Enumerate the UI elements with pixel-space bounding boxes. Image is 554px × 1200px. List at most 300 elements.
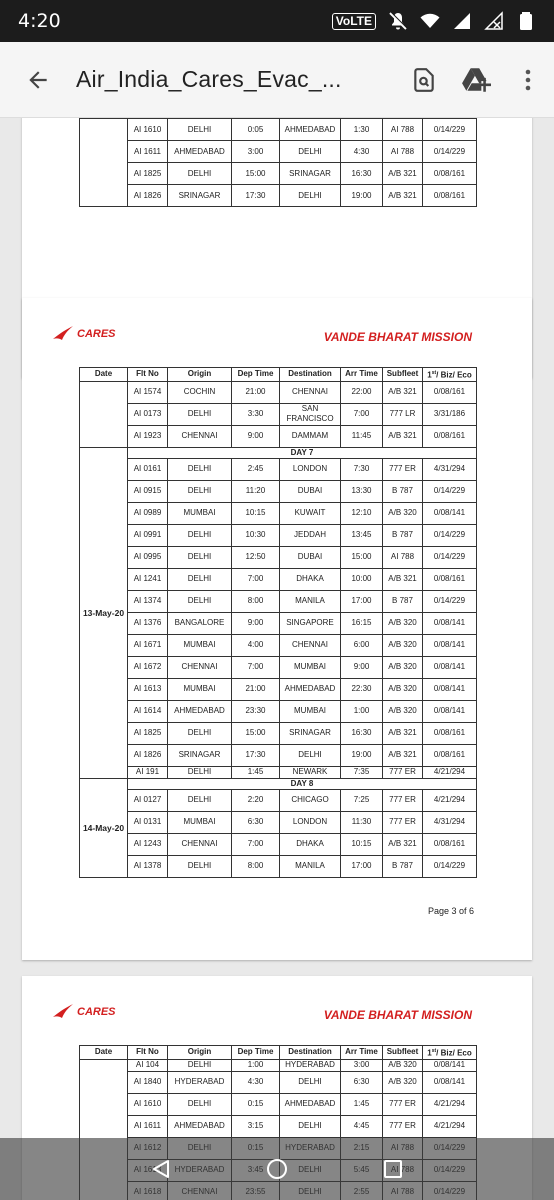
seat-config: 4/21/294 [423, 1115, 477, 1137]
origin: DELHI [168, 722, 232, 744]
nav-back-button[interactable] [146, 1154, 176, 1184]
column-header: Date [80, 368, 128, 382]
origin: BANGALORE [168, 612, 232, 634]
add-to-drive-icon [461, 66, 491, 94]
table-row [80, 1093, 477, 1115]
table-row [80, 185, 477, 207]
subfleet: A/B 320 [383, 1071, 423, 1093]
arrival-time: 7:35 [341, 766, 383, 778]
status-time: 4:20 [18, 10, 61, 32]
destination: MANILA [280, 590, 341, 612]
table-row [80, 789, 477, 811]
back-arrow-icon [25, 67, 51, 93]
table-row [80, 163, 477, 185]
arrival-time: 15:00 [341, 546, 383, 568]
arrival-time: 11:45 [341, 425, 383, 447]
seat-config: 0/14/229 [423, 480, 477, 502]
departure-time: 0:05 [232, 119, 280, 141]
day-header-row [80, 778, 477, 789]
destination: AHMEDABAD [280, 1093, 341, 1115]
arrival-time: 3:00 [341, 1059, 383, 1071]
destination: HYDERABAD [280, 1059, 341, 1071]
column-header: Flt No [128, 1046, 168, 1060]
seat-config: 0/14/229 [423, 141, 477, 163]
destination: AHMEDABAD [280, 119, 341, 141]
arrival-time: 10:00 [341, 568, 383, 590]
subfleet: A/B 321 [383, 163, 423, 185]
home-circle-icon [266, 1158, 288, 1180]
seat-config: 0/08/141 [423, 700, 477, 722]
subfleet: A/B 320 [383, 612, 423, 634]
air-india-flying-swan-icon [52, 325, 74, 343]
subfleet: 777 LR [383, 403, 423, 425]
destination: AHMEDABAD [280, 678, 341, 700]
cares-label: CARES [77, 1006, 116, 1018]
seat-config: 4/21/294 [423, 766, 477, 778]
seat-config: 0/08/141 [423, 1071, 477, 1093]
table-row [80, 524, 477, 546]
date-cell [80, 119, 128, 207]
origin: SRINAGAR [168, 185, 232, 207]
destination: CHICAGO [280, 789, 341, 811]
seat-config: 0/08/161 [423, 722, 477, 744]
destination: MUMBAI [280, 656, 341, 678]
departure-time: 9:00 [232, 612, 280, 634]
search-document-icon [411, 67, 437, 93]
origin: CHENNAI [168, 425, 232, 447]
page-number: Page 3 of 6 [427, 906, 474, 916]
wifi-icon [420, 11, 440, 31]
subfleet: A/B 320 [383, 700, 423, 722]
seat-config: 4/21/294 [423, 789, 477, 811]
flights-table-page-2 [79, 118, 477, 207]
subfleet: A/B 320 [383, 678, 423, 700]
table-row [80, 458, 477, 480]
arrival-time: 7:25 [341, 789, 383, 811]
subfleet: 777 ER [383, 1093, 423, 1115]
origin: DELHI [168, 568, 232, 590]
navigation-bar [0, 1138, 554, 1200]
departure-time: 15:00 [232, 722, 280, 744]
flight-number: AI 1826 [128, 744, 168, 766]
destination: NEWARK [280, 766, 341, 778]
status-icons [332, 11, 536, 31]
subfleet: 777 ER [383, 766, 423, 778]
nav-recents-button[interactable] [378, 1154, 408, 1184]
origin: DELHI [168, 524, 232, 546]
subfleet: B 787 [383, 524, 423, 546]
origin: HYDERABAD [168, 1071, 232, 1093]
flight-number: AI 1241 [128, 568, 168, 590]
seat-config: 4/31/294 [423, 458, 477, 480]
table-row [80, 1059, 477, 1071]
subfleet: 777 ER [383, 1115, 423, 1137]
table-row [80, 141, 477, 163]
air-india-flying-swan-icon [52, 1003, 74, 1021]
subfleet: A/B 320 [383, 1059, 423, 1071]
flight-number: AI 1671 [128, 634, 168, 656]
departure-time: 9:00 [232, 425, 280, 447]
origin: DELHI [168, 546, 232, 568]
arrival-time: 13:30 [341, 480, 383, 502]
flight-number: AI 1243 [128, 833, 168, 855]
seat-config: 4/31/294 [423, 811, 477, 833]
arrival-time: 16:30 [341, 722, 383, 744]
arrival-time: 6:00 [341, 634, 383, 656]
table-row [80, 568, 477, 590]
origin: DELHI [168, 766, 232, 778]
flight-number: AI 1611 [128, 1115, 168, 1137]
table-header-row [80, 1046, 477, 1060]
departure-time: 17:30 [232, 744, 280, 766]
departure-time: 3:30 [232, 403, 280, 425]
origin: AHMEDABAD [168, 1115, 232, 1137]
arrival-time: 19:00 [341, 185, 383, 207]
seat-config: 0/08/141 [423, 1059, 477, 1071]
subfleet: B 787 [383, 855, 423, 877]
subfleet: 777 ER [383, 458, 423, 480]
status-bar [0, 0, 554, 42]
table-row [80, 700, 477, 722]
table-row [80, 833, 477, 855]
destination: DELHI [280, 744, 341, 766]
flight-number: AI 1610 [128, 1093, 168, 1115]
table-row [80, 634, 477, 656]
recents-square-icon [383, 1159, 403, 1179]
column-header: 1st/ Biz/ Eco [423, 1046, 477, 1060]
subfleet: A/B 320 [383, 502, 423, 524]
departure-time: 7:00 [232, 568, 280, 590]
subfleet: A/B 320 [383, 656, 423, 678]
departure-time: 10:30 [232, 524, 280, 546]
arrival-time: 10:15 [341, 833, 383, 855]
day-label: DAY 7 [128, 447, 477, 458]
arrival-time: 19:00 [341, 744, 383, 766]
table-row [80, 678, 477, 700]
table-row [80, 766, 477, 778]
destination: SAN FRANCISCO [280, 403, 341, 425]
flight-number: AI 104 [128, 1059, 168, 1071]
flight-number: AI 1923 [128, 425, 168, 447]
seat-config: 0/08/161 [423, 744, 477, 766]
origin: COCHIN [168, 381, 232, 403]
flight-number: AI 1610 [128, 119, 168, 141]
origin: DELHI [168, 590, 232, 612]
origin: DELHI [168, 163, 232, 185]
departure-time: 6:30 [232, 811, 280, 833]
seat-config: 4/21/294 [423, 1093, 477, 1115]
flight-number: AI 0989 [128, 502, 168, 524]
mission-title: VANDE BHARAT MISSION [323, 1008, 472, 1022]
subfleet: A/B 321 [383, 425, 423, 447]
flight-number: AI 0915 [128, 480, 168, 502]
arrival-time: 16:15 [341, 612, 383, 634]
destination: CHENNAI [280, 381, 341, 403]
departure-time: 8:00 [232, 590, 280, 612]
flight-number: AI 1614 [128, 700, 168, 722]
add-to-drive-button[interactable] [450, 42, 502, 118]
table-header-row [80, 368, 477, 382]
origin: MUMBAI [168, 502, 232, 524]
subfleet: A/B 321 [383, 568, 423, 590]
subfleet: AI 788 [383, 119, 423, 141]
destination: SRINAGAR [280, 163, 341, 185]
destination: DUBAI [280, 546, 341, 568]
arrival-time: 16:30 [341, 163, 383, 185]
table-row [80, 811, 477, 833]
departure-time: 4:30 [232, 1071, 280, 1093]
origin: DELHI [168, 789, 232, 811]
destination: CHENNAI [280, 634, 341, 656]
seat-config: 3/31/186 [423, 403, 477, 425]
seat-config: 0/08/141 [423, 634, 477, 656]
signal-icon [452, 11, 472, 31]
destination: MUMBAI [280, 700, 341, 722]
flight-number: AI 1374 [128, 590, 168, 612]
subfleet: AI 788 [383, 546, 423, 568]
arrival-time: 7:30 [341, 458, 383, 480]
subfleet: A/B 321 [383, 833, 423, 855]
column-header: Dep Time [232, 1046, 280, 1060]
subfleet: B 787 [383, 480, 423, 502]
departure-time: 21:00 [232, 678, 280, 700]
table-row [80, 744, 477, 766]
destination: LONDON [280, 458, 341, 480]
document-viewer[interactable] [0, 118, 554, 1200]
nav-home-button[interactable] [262, 1154, 292, 1184]
departure-time: 10:15 [232, 502, 280, 524]
seat-config: 0/08/141 [423, 502, 477, 524]
origin: DELHI [168, 480, 232, 502]
origin: SRINAGAR [168, 744, 232, 766]
arrival-time: 13:45 [341, 524, 383, 546]
table-row [80, 722, 477, 744]
departure-time: 4:00 [232, 634, 280, 656]
subfleet: A/B 321 [383, 185, 423, 207]
date-cell [80, 381, 128, 447]
seat-config: 0/14/229 [423, 590, 477, 612]
seat-config: 0/14/229 [423, 546, 477, 568]
departure-time: 1:00 [232, 1059, 280, 1071]
column-header: 1st/ Biz/ Eco [423, 368, 477, 382]
app-bar [0, 42, 554, 118]
flight-number: AI 0991 [128, 524, 168, 546]
destination: DELHI [280, 1071, 341, 1093]
departure-time: 7:00 [232, 656, 280, 678]
arrival-time: 17:00 [341, 855, 383, 877]
arrival-time: 22:30 [341, 678, 383, 700]
mission-title: VANDE BHARAT MISSION [323, 330, 472, 344]
day-label: DAY 8 [128, 778, 477, 789]
origin: DELHI [168, 403, 232, 425]
arrival-time: 1:30 [341, 119, 383, 141]
origin: AHMEDABAD [168, 141, 232, 163]
cares-label: CARES [77, 328, 116, 340]
date-cell: 13-May-20 [80, 447, 128, 778]
document-title: Air_India_Cares_Evac_... [76, 66, 342, 92]
arrival-time: 7:00 [341, 403, 383, 425]
destination: SINGAPORE [280, 612, 341, 634]
subfleet: AI 788 [383, 141, 423, 163]
arrival-time: 1:00 [341, 700, 383, 722]
flight-number: AI 0127 [128, 789, 168, 811]
column-header: Arr Time [341, 1046, 383, 1060]
subfleet: A/B 321 [383, 381, 423, 403]
arrival-time: 9:00 [341, 656, 383, 678]
table-row [80, 590, 477, 612]
origin: CHENNAI [168, 833, 232, 855]
flight-number: AI 1840 [128, 1071, 168, 1093]
column-header: Destination [280, 368, 341, 382]
arrival-time: 6:30 [341, 1071, 383, 1093]
seat-config: 0/08/161 [423, 381, 477, 403]
flight-number: AI 1574 [128, 381, 168, 403]
table-row [80, 381, 477, 403]
arrival-time: 12:10 [341, 502, 383, 524]
seat-config: 0/14/229 [423, 119, 477, 141]
destination: SRINAGAR [280, 722, 341, 744]
origin: DELHI [168, 1059, 232, 1071]
arrival-time: 4:30 [341, 141, 383, 163]
destination: DUBAI [280, 480, 341, 502]
column-header: Date [80, 1046, 128, 1060]
back-button[interactable] [0, 42, 76, 118]
pdf-page-3 [22, 298, 532, 960]
subfleet: 777 ER [383, 789, 423, 811]
flight-number: AI 1376 [128, 612, 168, 634]
table-row [80, 612, 477, 634]
departure-time: 3:15 [232, 1115, 280, 1137]
seat-config: 0/14/229 [423, 524, 477, 546]
departure-time: 2:45 [232, 458, 280, 480]
column-header: Destination [280, 1046, 341, 1060]
destination: KUWAIT [280, 502, 341, 524]
table-row [80, 502, 477, 524]
origin: MUMBAI [168, 634, 232, 656]
table-row [80, 425, 477, 447]
date-cell: 14-May-20 [80, 778, 128, 877]
arrival-time: 4:45 [341, 1115, 383, 1137]
departure-time: 2:20 [232, 789, 280, 811]
departure-time: 1:45 [232, 766, 280, 778]
column-header: Flt No [128, 368, 168, 382]
seat-config: 0/08/141 [423, 612, 477, 634]
arrival-time: 17:00 [341, 590, 383, 612]
origin: DELHI [168, 458, 232, 480]
arrival-time: 1:45 [341, 1093, 383, 1115]
seat-config: 0/08/161 [423, 568, 477, 590]
destination: JEDDAH [280, 524, 341, 546]
flight-number: AI 1826 [128, 185, 168, 207]
flight-number: AI 1672 [128, 656, 168, 678]
table-row [80, 1071, 477, 1093]
seat-config: 0/08/141 [423, 678, 477, 700]
departure-time: 7:00 [232, 833, 280, 855]
flight-number: AI 1825 [128, 722, 168, 744]
search-document-button[interactable] [398, 42, 450, 118]
flights-table-page-3 [79, 367, 477, 878]
seat-config: 0/08/161 [423, 425, 477, 447]
departure-time: 17:30 [232, 185, 280, 207]
origin: DELHI [168, 855, 232, 877]
column-header: Subfleet [383, 1046, 423, 1060]
flight-number: AI 1825 [128, 163, 168, 185]
origin: DELHI [168, 1093, 232, 1115]
air-india-logo [52, 1003, 116, 1021]
battery-icon [516, 11, 536, 31]
destination: DELHI [280, 185, 341, 207]
table-row [80, 1115, 477, 1137]
destination: DELHI [280, 141, 341, 163]
column-header: Origin [168, 368, 232, 382]
column-header: Origin [168, 1046, 232, 1060]
departure-time: 8:00 [232, 855, 280, 877]
no-sim-signal-icon [484, 11, 504, 31]
flight-number: AI 191 [128, 766, 168, 778]
origin: DELHI [168, 119, 232, 141]
destination: DHAKA [280, 568, 341, 590]
origin: AHMEDABAD [168, 700, 232, 722]
departure-time: 12:50 [232, 546, 280, 568]
origin: CHENNAI [168, 656, 232, 678]
flight-number: AI 0161 [128, 458, 168, 480]
subfleet: B 787 [383, 590, 423, 612]
subfleet: A/B 320 [383, 634, 423, 656]
day-header-row [80, 447, 477, 458]
column-header: Arr Time [341, 368, 383, 382]
more-options-button[interactable] [502, 42, 554, 118]
departure-time: 0:15 [232, 1093, 280, 1115]
departure-time: 3:00 [232, 141, 280, 163]
subfleet: 777 ER [383, 811, 423, 833]
subfleet: A/B 321 [383, 722, 423, 744]
more-vert-icon [524, 68, 532, 92]
table-row [80, 855, 477, 877]
seat-config: 0/08/161 [423, 833, 477, 855]
arrival-time: 22:00 [341, 381, 383, 403]
seat-config: 0/08/161 [423, 163, 477, 185]
seat-config: 0/08/141 [423, 656, 477, 678]
seat-config: 0/14/229 [423, 855, 477, 877]
flight-number: AI 0131 [128, 811, 168, 833]
column-header: Dep Time [232, 368, 280, 382]
volte-icon: VoLTE [332, 13, 376, 30]
mute-icon [388, 11, 408, 31]
destination: MANILA [280, 855, 341, 877]
column-header: Subfleet [383, 368, 423, 382]
departure-time: 11:20 [232, 480, 280, 502]
subfleet: A/B 321 [383, 744, 423, 766]
table-row [80, 403, 477, 425]
flight-number: AI 1611 [128, 141, 168, 163]
flight-number: AI 1613 [128, 678, 168, 700]
table-row [80, 119, 477, 141]
destination: LONDON [280, 811, 341, 833]
seat-config: 0/08/161 [423, 185, 477, 207]
departure-time: 23:30 [232, 700, 280, 722]
flight-number: AI 0995 [128, 546, 168, 568]
table-row [80, 480, 477, 502]
destination: DHAKA [280, 833, 341, 855]
destination: DAMMAM [280, 425, 341, 447]
departure-time: 21:00 [232, 381, 280, 403]
destination: DELHI [280, 1115, 341, 1137]
arrival-time: 11:30 [341, 811, 383, 833]
origin: MUMBAI [168, 678, 232, 700]
table-row [80, 546, 477, 568]
back-triangle-icon [152, 1159, 170, 1179]
origin: MUMBAI [168, 811, 232, 833]
